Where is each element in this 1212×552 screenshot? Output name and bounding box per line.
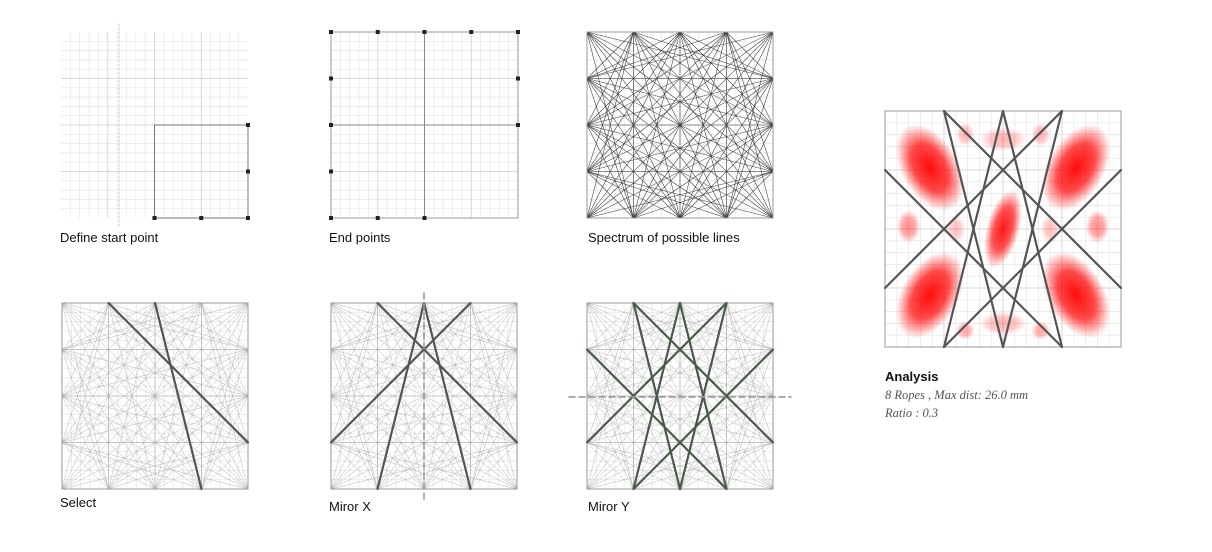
possible-line <box>471 303 518 443</box>
analysis-title: Analysis <box>885 369 939 384</box>
mirror-x-diagram <box>331 303 517 489</box>
panel-mirror-x <box>331 303 517 489</box>
point-marker <box>329 30 333 34</box>
spectrum-lines-group <box>587 32 773 218</box>
label-end-points: End points <box>329 230 391 245</box>
heat-spot <box>946 215 965 243</box>
point-marker <box>329 216 333 220</box>
possible-line <box>331 443 471 490</box>
point-marker <box>246 216 250 220</box>
point-marker <box>329 123 333 127</box>
panel-analysis <box>885 111 1121 347</box>
point-marker <box>246 123 250 127</box>
heat-spot <box>897 210 921 243</box>
possible-line <box>587 172 727 219</box>
heat-spot <box>1086 210 1110 243</box>
spectrum-lines-group <box>587 303 773 489</box>
panel-end-points <box>331 32 518 218</box>
heat-spot <box>979 312 1026 336</box>
label-mirror-x: Miror X <box>329 499 371 514</box>
heat-spot <box>1041 215 1060 243</box>
point-marker <box>199 216 203 220</box>
point-marker <box>516 30 520 34</box>
label-select: Select <box>60 495 97 510</box>
label-spectrum: Spectrum of possible lines <box>588 230 740 245</box>
panel-select <box>62 303 248 489</box>
possible-line <box>727 79 774 219</box>
point-marker <box>469 30 473 34</box>
possible-line <box>62 443 202 490</box>
panel-spectrum <box>587 32 773 218</box>
point-marker <box>329 77 333 81</box>
analysis-ratio: Ratio : 0.3 <box>885 406 939 420</box>
point-marker <box>376 30 380 34</box>
point-marker <box>516 123 520 127</box>
point-marker <box>516 77 520 81</box>
analysis-heatmap-diagram <box>885 111 1121 347</box>
point-marker <box>423 30 427 34</box>
possible-line <box>202 303 249 443</box>
possible-line <box>727 32 774 172</box>
spectrum-lines-group <box>62 303 248 489</box>
possible-line <box>587 32 727 79</box>
spectrum-lines-diagram <box>587 32 773 218</box>
label-mirror-y: Miror Y <box>588 499 630 514</box>
label-define-start-point: Define start point <box>60 230 159 245</box>
point-marker <box>376 216 380 220</box>
heat-spot <box>979 128 1026 152</box>
mirror-y-diagram <box>587 303 773 489</box>
heat-spot <box>956 321 975 340</box>
point-marker <box>153 216 157 220</box>
start-point-grid-diagram <box>61 32 248 218</box>
panel-mirror-y <box>587 303 773 489</box>
end-points-diagram <box>331 32 518 218</box>
point-marker <box>423 216 427 220</box>
analysis-ropes-distance: 8 Ropes , Max dist: 26.0 mm <box>885 388 1029 402</box>
panel-define-start-point <box>61 32 248 218</box>
point-marker <box>329 170 333 174</box>
heat-spot <box>1031 321 1050 340</box>
point-marker <box>246 170 250 174</box>
select-lines-diagram <box>62 303 248 489</box>
